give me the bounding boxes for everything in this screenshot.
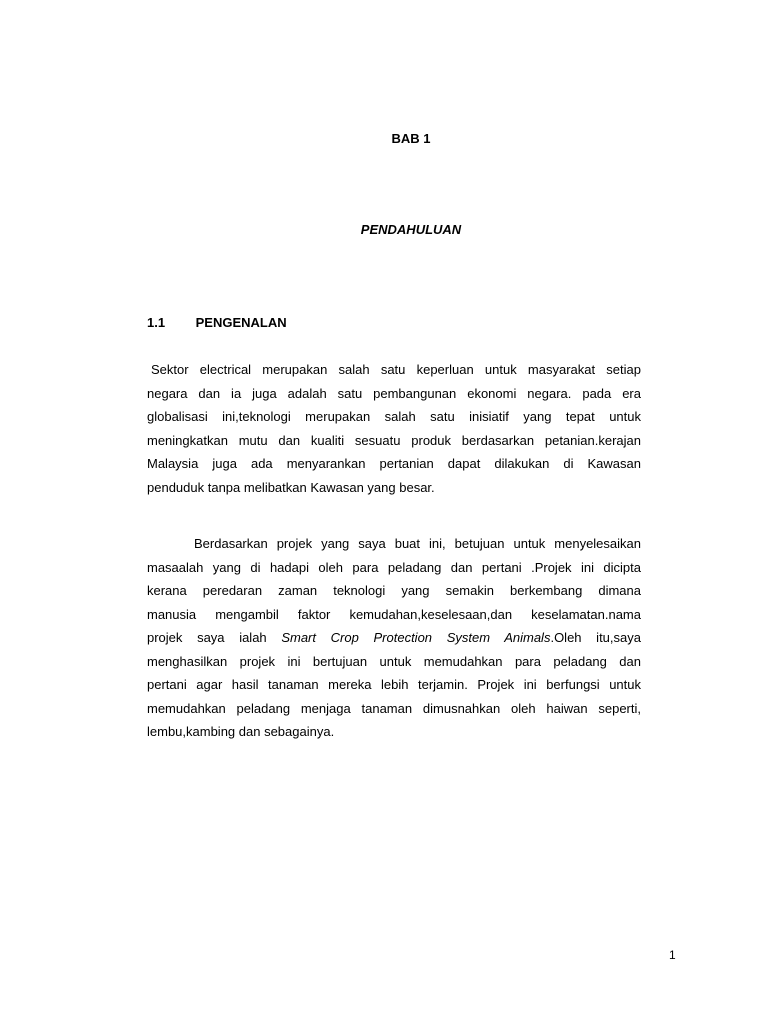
paragraph-line: globalisasi ini,teknologi merupakan salah satu inisiatif yang tepat untuk xyxy=(147,409,641,424)
paragraph-line: masaalah yang di hadapi oleh para peladang dan pertani .Projek ini dicipta xyxy=(147,559,641,575)
paragraph-project-description xyxy=(147,532,641,744)
paragraph-introduction xyxy=(147,358,641,499)
section-heading xyxy=(147,315,287,330)
chapter-title: PENDAHULUAN xyxy=(360,222,462,237)
chapter-number: BAB 1 xyxy=(391,131,431,146)
project-name: Smart Crop Protection System Animals xyxy=(281,630,551,645)
paragraph-line: pertani agar hasil tanaman mereka lebih terjamin. Projek ini berfungsi untuk xyxy=(147,677,641,692)
page-number: 1 xyxy=(669,948,676,962)
paragraph-line-project-name xyxy=(147,626,641,650)
section-title: PENGENALAN xyxy=(195,315,287,330)
paragraph-line: manusia mengambil faktor kemudahan,keselesaan,dan keselamatan.nama xyxy=(147,606,641,622)
paragraph-line: penduduk tanpa melibatkan Kawasan yang besar. xyxy=(147,479,435,495)
paragraph-line: meningkatkan mutu dan kualiti sesuatu produk berdasarkan petanian.kerajan xyxy=(147,432,641,448)
section-number: 1.1 xyxy=(147,315,166,330)
paragraph-line: lembu,kambing dan sebagainya. xyxy=(147,724,335,739)
paragraph-line: Sektor electrical merupakan salah satu keperluan untuk masyarakat setiap xyxy=(151,362,641,377)
line-text: projek saya ialah xyxy=(147,630,282,645)
line-text: .Oleh itu,saya xyxy=(550,630,641,645)
paragraph-line: kerana peredaran zaman teknologi yang semakin berkembang dimana xyxy=(147,583,641,598)
paragraph-line: Malaysia juga ada menyarankan pertanian dapat dilakukan di Kawasan xyxy=(147,456,641,471)
paragraph-line: negara dan ia juga adalah satu pembangunan ekonomi negara. pada era xyxy=(147,385,641,401)
paragraph-line: memudahkan peladang menjaga tanaman dimusnahkan oleh haiwan seperti, xyxy=(147,700,641,716)
paragraph-line: menghasilkan projek ini bertujuan untuk memudahkan para peladang dan xyxy=(147,653,641,669)
paragraph-line: Berdasarkan projek yang saya buat ini, betujuan untuk menyelesaikan xyxy=(194,536,641,551)
